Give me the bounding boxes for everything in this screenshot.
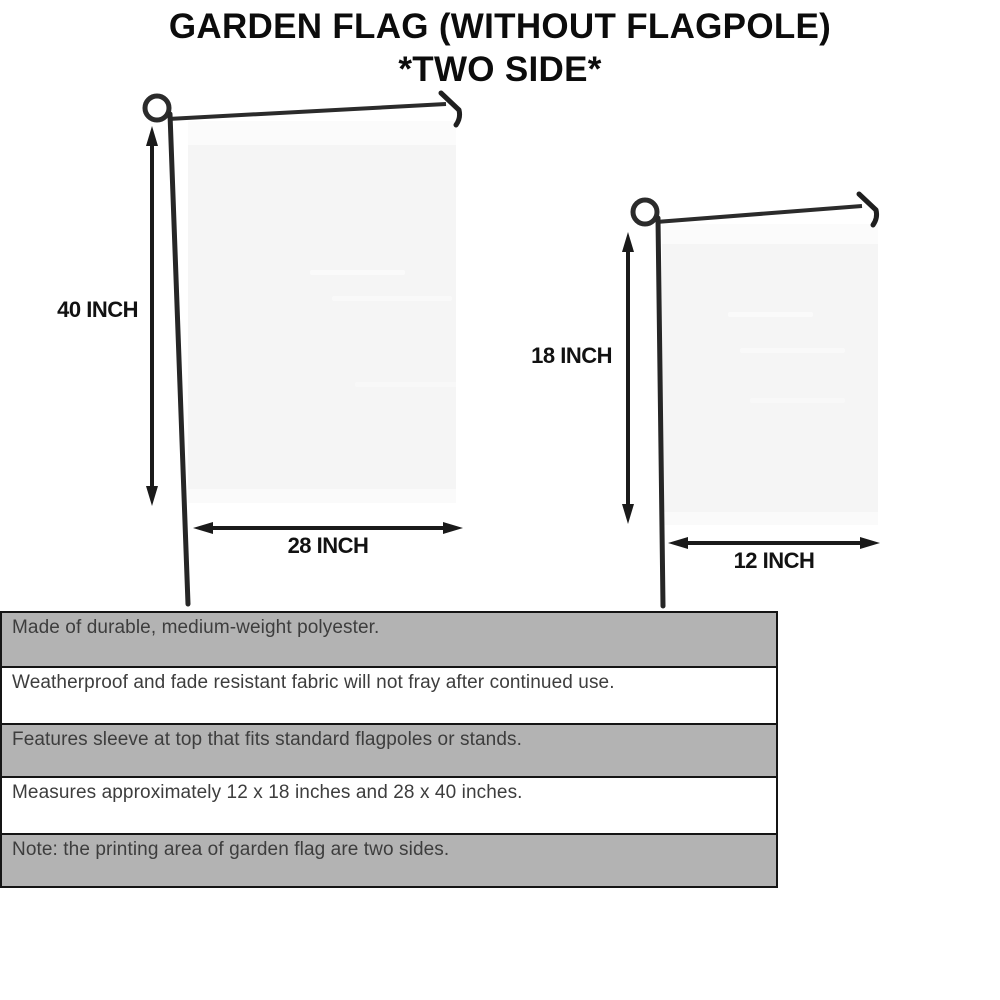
small-flag-canvas: [662, 224, 878, 525]
small-flag-pole-loop: [633, 200, 657, 224]
feature-text: Measures approximately 12 x 18 inches and 28 x 40 inches.: [12, 782, 523, 803]
feature-row-material: [2, 613, 776, 666]
feature-text: Made of durable, medium-weight polyester.: [12, 617, 380, 638]
small-flag-hanger-hook: [859, 194, 877, 225]
small-flag-sleeve: [662, 224, 878, 244]
large-flag-wrinkle: [310, 270, 405, 275]
large-flag-canvas: [188, 121, 456, 503]
large-flag-bottom-fold: [188, 489, 456, 503]
large-flag-hanger-hook: [441, 93, 460, 125]
large-flag-pole: [170, 114, 188, 604]
feature-text: Weatherproof and fade resistant fabric will not fray after continued use.: [12, 672, 615, 693]
small-flag-width-label: 12 INCH: [733, 548, 815, 573]
large-flag-sleeve: [188, 121, 456, 145]
large-flag-hanger-arm: [168, 104, 446, 119]
small-flag-height-label: 18 INCH: [531, 343, 612, 368]
large-flag-wrinkle: [355, 382, 520, 387]
small-flag-group: [531, 194, 880, 606]
small-flag-height-arrow: [622, 232, 634, 524]
feature-text: Note: the printing area of garden flag are two sides.: [12, 839, 450, 860]
feature-row-note: [2, 833, 776, 886]
feature-row-measures: [2, 776, 776, 833]
large-flag-height-arrow: [146, 126, 158, 506]
feature-list: [0, 611, 778, 888]
feature-text: Features sleeve at top that fits standard flagpoles or stands.: [12, 729, 522, 750]
feature-row-weatherproof: [2, 666, 776, 723]
small-flag-wrinkle: [740, 348, 845, 353]
small-flag-hanger-arm: [656, 206, 862, 222]
small-flag-bottom-fold: [662, 512, 878, 525]
large-flag-height-label: 40 INCH: [57, 297, 138, 322]
feature-row-sleeve: [2, 723, 776, 776]
large-flag-wrinkle: [332, 296, 452, 301]
large-flag-width-label: 28 INCH: [287, 533, 369, 558]
small-flag-wrinkle: [728, 312, 813, 317]
large-flag-pole-loop: [145, 96, 169, 120]
title-line-1: GARDEN FLAG (WITHOUT FLAGPOLE): [168, 7, 832, 46]
title-line-2: *TWO SIDE*: [398, 49, 602, 89]
large-flag-group: [57, 93, 520, 604]
small-flag-wrinkle: [750, 398, 845, 403]
